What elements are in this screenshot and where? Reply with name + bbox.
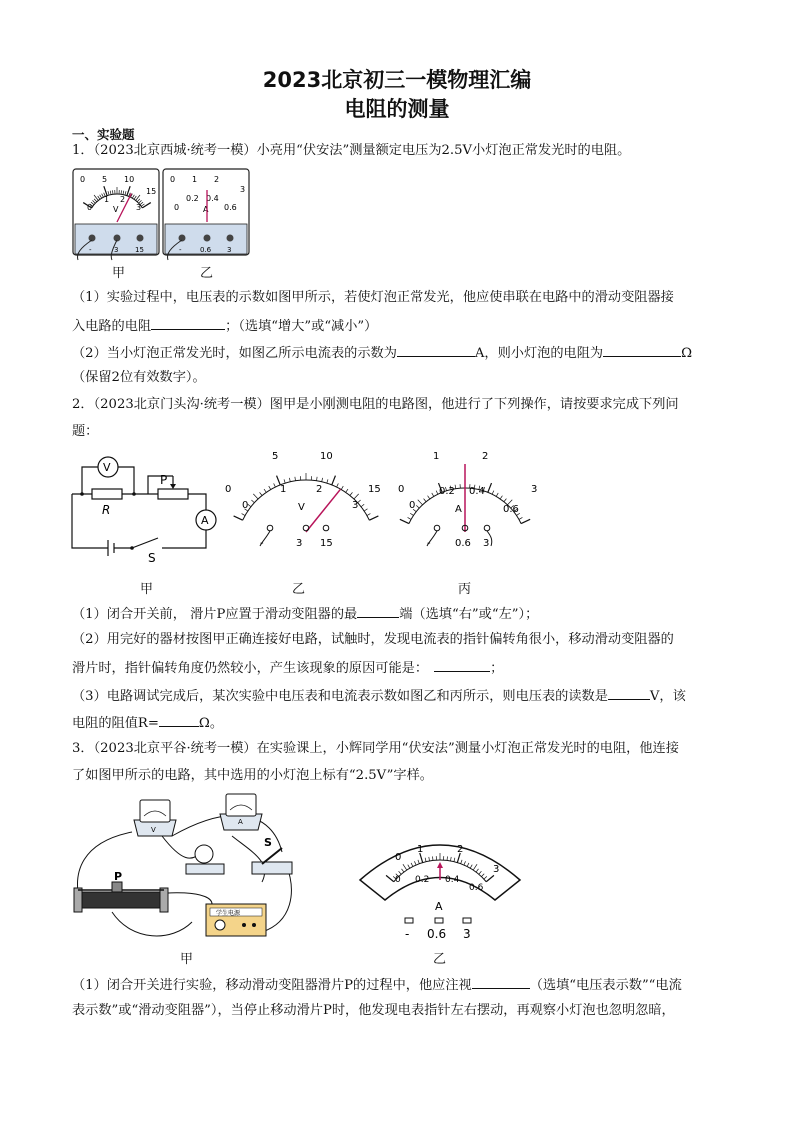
q2-a-upper-3: 3 <box>531 484 538 495</box>
q2-v-term-2: 15 <box>320 538 333 549</box>
dial-tick <box>284 479 285 483</box>
dial-tick <box>432 493 434 496</box>
q2-a-symbol: A <box>455 504 462 515</box>
q1-a-upper-0: 0 <box>170 175 176 184</box>
q1-a-term-0: - <box>179 246 182 254</box>
q3-a-term-0: - <box>405 927 410 941</box>
dial-tick <box>418 500 423 505</box>
q3-fig-power-label: 学生电源 <box>216 910 241 917</box>
q1-v-term-1: 3 <box>114 246 119 254</box>
terminal-icon <box>227 235 234 242</box>
q3-a-upper-1: 1 <box>417 844 424 855</box>
terminal-icon <box>303 525 309 531</box>
q3-a-lower-1: 0.2 <box>415 875 430 885</box>
q1-v-lower-1: 1 <box>104 195 110 204</box>
q2-a-upper-1: 1 <box>433 451 440 462</box>
q1-v-lower-0: 0 <box>87 203 93 212</box>
dial-tick <box>416 505 419 508</box>
q2-a-lower-2: 0.4 <box>469 486 485 497</box>
terminal-icon <box>405 918 413 923</box>
q3-stem-a: 3．（2023北京平谷·统考一模）在实验课上，小辉同学用“伏安法”测量小灯泡正常发光时的电阻，他连接 <box>72 741 679 756</box>
dial-tick <box>242 514 245 516</box>
terminal-icon <box>463 918 471 923</box>
q2-circuit-switch-label: S <box>148 551 156 565</box>
dial-tick <box>500 496 502 499</box>
q2-part2a: （2）用完好的器材按图甲正确连接好电路，试触时，发现电流表的指针偏转角很小，移动滑动变阻器的 <box>72 632 674 647</box>
q2-v-term-1: 3 <box>296 538 303 549</box>
q2-a-upper-2: 2 <box>482 451 489 462</box>
q3-apparatus-figure <box>72 792 302 952</box>
dial-tick <box>289 478 290 482</box>
q2-v-lower-1: 1 <box>280 484 287 495</box>
q1-v-symbol: V <box>113 205 119 214</box>
q1-v-lower-3: 3 <box>136 203 142 212</box>
dial-tick <box>428 496 430 499</box>
q2-voltmeter-needle <box>306 489 341 532</box>
q2-v-upper-3: 15 <box>368 484 381 495</box>
terminal-icon <box>434 525 440 531</box>
dial-tick <box>400 519 409 523</box>
dial-tick <box>337 483 339 487</box>
q1-fig-label-yi: 乙 <box>200 266 214 281</box>
dial-tick <box>488 483 492 492</box>
q3-a-term-2: 3 <box>463 927 471 941</box>
q2-part3b: 电阻的阻值R= Ω。 <box>72 713 223 733</box>
q1-v-term-2: 15 <box>135 246 144 254</box>
dial-tick <box>251 500 254 503</box>
q2-v-upper-2: 10 <box>320 451 333 462</box>
q1-a-upper-3: 3 <box>240 185 246 194</box>
q1-a-lower-2: 0.4 <box>206 194 219 203</box>
q3-a-upper-3: 3 <box>493 864 500 875</box>
q2-stem-a: 2．（2023北京门头沟·统考一模）图甲是小刚测电阻的电路图，他进行了下列操作，请按要求完成下列问 <box>72 397 679 412</box>
q2-circuit-ammeter-symbol: A <box>201 514 209 527</box>
q1-a-term-2: 3 <box>227 246 232 254</box>
dial-tick <box>234 516 243 520</box>
q1-a-lower-0: 0 <box>174 203 180 212</box>
q1-a-symbol: A <box>203 205 209 214</box>
terminal-icon <box>267 525 273 531</box>
dial-tick <box>341 486 343 489</box>
dial-tick <box>322 478 323 482</box>
answer-blank[interactable] <box>472 975 530 989</box>
q1-v-upper-1: 5 <box>102 175 108 184</box>
q1-part2: （2）当小灯泡正常发光时，如图乙所示电流表的示数为 A，则小灯泡的电阻为 Ω <box>72 343 692 363</box>
q2-a-upper-0: 0 <box>398 484 405 495</box>
q2-v-lower-2: 2 <box>316 484 323 495</box>
q2-a-term-0: - <box>427 538 431 549</box>
dial-tick <box>521 519 530 523</box>
q2-fig-label-jia: 甲 <box>140 582 154 597</box>
dial-tick <box>269 486 271 489</box>
q3-a-term-1: 0.6 <box>427 927 447 941</box>
page-title: 2023北京初三一模物理汇编 <box>262 68 532 92</box>
q1-v-upper-2: 10 <box>124 175 135 184</box>
dial-arc <box>243 480 370 520</box>
dial-tick <box>317 477 318 481</box>
q1-fig-label-jia: 甲 <box>112 266 126 281</box>
q3-stem-b: 了如图甲所示的电路，其中选用的小灯泡上标有“2.5V”字样。 <box>72 768 433 783</box>
q3-a-lower-2: 0.4 <box>445 875 460 885</box>
q2-v-lower-0: 0 <box>242 500 249 511</box>
dial-tick <box>350 492 353 495</box>
q3-a-upper-2: 2 <box>457 844 464 855</box>
dial-tick <box>361 504 364 506</box>
q1-ammeter-figure <box>162 168 252 258</box>
q3-ammeter-dial <box>355 830 525 940</box>
dial-tick <box>354 494 359 499</box>
terminal-icon <box>204 235 211 242</box>
answer-blank[interactable] <box>151 316 225 330</box>
page-subtitle: 电阻的测量 <box>344 97 450 121</box>
q1-v-upper-0: 0 <box>80 175 86 184</box>
q1-a-upper-1: 1 <box>192 175 198 184</box>
q1-a-term-1: 0.6 <box>200 246 212 254</box>
q2-v-term-0: - <box>260 538 264 549</box>
answer-blank[interactable] <box>397 343 475 357</box>
dial-tick <box>264 489 266 492</box>
q1-a-upper-2: 2 <box>214 175 220 184</box>
q2-fig-label-bing: 丙 <box>458 582 472 597</box>
q1-v-lower-2: 2 <box>120 195 126 204</box>
q2-v-lower-3: 3 <box>352 500 359 511</box>
dial-tick <box>436 491 438 495</box>
dial-tick <box>455 485 456 489</box>
dial-tick <box>274 483 276 487</box>
dial-tick <box>253 494 258 499</box>
q2-a-lower-3: 0.6 <box>503 504 519 515</box>
answer-blank[interactable] <box>434 658 490 672</box>
q2-v-upper-0: 0 <box>225 484 232 495</box>
q2-v-upper-1: 5 <box>272 451 279 462</box>
q3-a-lower-0: 0 <box>395 875 401 885</box>
q2-v-symbol: V <box>298 502 305 513</box>
q3-a-upper-0: 0 <box>395 852 402 863</box>
q1-v-term-0: - <box>89 246 92 254</box>
dial-tick <box>367 514 370 516</box>
answer-blank[interactable] <box>159 713 199 727</box>
dial-tick <box>492 491 494 495</box>
dial-tick <box>408 517 411 519</box>
q2-voltmeter-dial <box>222 450 387 550</box>
q2-circuit-resistor-label: R <box>102 503 111 517</box>
q2-a-term-1: 0.6 <box>455 538 471 549</box>
q1-part1a: （1）实验过程中，电压表的示数如图甲所示，若使灯泡正常发光，他应使串联在电路中的滑动变阻器接 <box>72 290 674 305</box>
q1-voltmeter-figure <box>72 168 162 258</box>
dial-tick <box>260 492 263 495</box>
q1-part1b: 入电路的电阻 ；（选填“增大”或“减小”） <box>72 316 377 336</box>
q2-circuit-rheostat-label: P <box>160 473 168 487</box>
answer-blank[interactable] <box>603 343 681 357</box>
section-heading: 一、实验题 <box>72 127 135 142</box>
q2-ammeter-dial <box>395 450 545 550</box>
q2-a-term-2: 3 <box>483 538 490 549</box>
q3-fig-label-jia: 甲 <box>180 952 194 967</box>
q3-fig-ammeter-symbol: A <box>238 818 243 826</box>
q2-fig-label-yi: 乙 <box>292 582 306 597</box>
dial-tick <box>346 489 348 492</box>
dial-tick <box>504 499 507 502</box>
dial-tick <box>410 513 413 515</box>
q3-fig-label-yi: 乙 <box>433 952 447 967</box>
q2-part2b: 滑片时，指针偏转角度仍然较小，产生该现象的原因可能是： ； <box>72 658 503 678</box>
terminal-icon <box>323 525 329 531</box>
q2-a-lower-1: 0.2 <box>439 486 455 497</box>
answer-blank[interactable] <box>357 604 399 618</box>
q2-stem-b: 题： <box>72 424 99 439</box>
q2-part3a: （3）电路调试完成后，某次实验中电压表和电流表示数如图乙和丙所示，则电压表的读数是 V，该 <box>72 686 686 706</box>
dial-tick <box>295 477 296 481</box>
dial-tick <box>369 516 378 520</box>
lightbulb-icon <box>195 845 213 863</box>
q1-a-lower-3: 0.6 <box>224 203 237 212</box>
q1-stem: 1．（2023北京西城·统考一模）小亮用“伏安法”测量额定电压为2.5V小灯泡正常发光时的电阻。 <box>72 143 631 158</box>
answer-blank[interactable] <box>608 686 650 700</box>
q2-circuit-voltmeter-symbol: V <box>103 461 111 474</box>
terminal-icon <box>435 918 443 923</box>
q3-a-symbol: A <box>435 900 443 913</box>
dial-tick <box>332 476 336 485</box>
q3-part1a: （1）闭合开关进行实验，移动滑动变阻器滑片P的过程中，他应注视 （选填“电压表示数”“电流 <box>72 975 682 995</box>
dial-tick <box>496 493 498 496</box>
q3-a-lower-3: 0.6 <box>469 883 484 893</box>
q3-fig-rheostat-label: P <box>114 870 123 883</box>
q1-v-upper-3: 15 <box>146 187 157 196</box>
terminal-icon <box>137 235 144 242</box>
dial-tick <box>364 509 367 511</box>
q2-a-lower-0: 0 <box>409 500 416 511</box>
dial-tick <box>424 499 427 502</box>
terminal-icon <box>484 525 490 531</box>
q3-part1b: 表示数”或“滑动变阻器”），当停止移动滑片P时，他发现电表指针左右摆动，再观察小灯泡也忽明忽暗， <box>72 1003 675 1018</box>
q1-part3: （保留2位有效数字）。 <box>72 370 206 385</box>
q1-a-lower-1: 0.2 <box>186 194 199 203</box>
dial-tick <box>327 479 328 483</box>
q2-circuit-diagram <box>72 454 218 564</box>
q2-part1: （1）闭合开关前， 滑片P应置于滑动变阻器的最 端（选填“右”或“左”）； <box>72 604 538 624</box>
q3-fig-voltmeter-symbol: V <box>151 826 156 834</box>
dial-tick <box>519 517 522 519</box>
q3-fig-switch-label: S <box>264 836 272 849</box>
